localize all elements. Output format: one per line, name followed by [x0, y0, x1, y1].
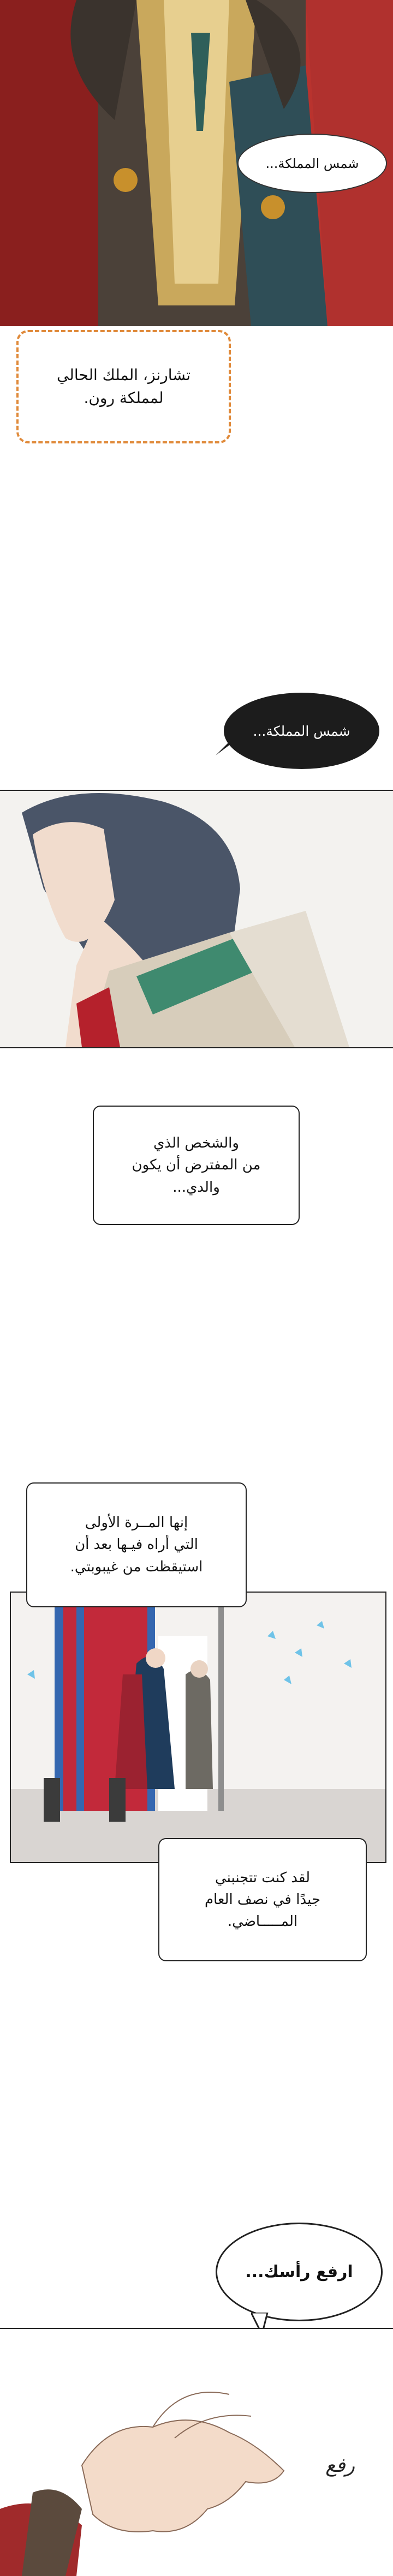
caption-box: [16, 330, 231, 443]
panel-king-portrait: [0, 0, 393, 326]
speech-bubble: [216, 2223, 383, 2321]
caption-line: تشارنز، الملك الحالي: [56, 366, 191, 384]
thought-bubble: [237, 134, 387, 193]
thought-bubble-text: شمس المملكة...: [265, 155, 359, 171]
narration-box: [93, 1106, 300, 1225]
narration-line: من المفترض أن يكون: [132, 1157, 261, 1174]
narration-line: لقد كنت تتجنبني: [215, 1869, 311, 1886]
narration-line: جيدًا في نصف العام: [204, 1891, 321, 1908]
panel-young-man-profile: [0, 790, 393, 1048]
narration-line: والشخص الذي: [153, 1135, 239, 1152]
caption-line: لمملكة رون.: [84, 389, 164, 407]
sound-effect: رفع: [325, 2454, 355, 2477]
narration-box: [26, 1482, 247, 1607]
narration-line: والدي...: [172, 1179, 220, 1196]
speech-bubble-text: ارفع رأسك...: [245, 2262, 353, 2281]
narration-box: [158, 1838, 367, 1961]
throne-room-illustration: [11, 1593, 385, 1862]
dark-bubble-text: شمس المملكة...: [253, 723, 350, 739]
narration-line: المـــــاضي.: [227, 1913, 298, 1930]
narration-line: التي أراه فيـها بعد أن: [75, 1536, 198, 1553]
dark-speech-bubble: [224, 693, 379, 769]
narration-line: إنها المــرة الأولى: [85, 1515, 188, 1532]
dark-bubble-tail: [216, 739, 237, 755]
raised-hand-illustration: [0, 2329, 393, 2576]
panel-throne-room: [10, 1592, 386, 1863]
panel-raised-hand: [0, 2328, 393, 2576]
narration-line: استيقظت من غيبوبتي.: [70, 1558, 203, 1575]
young-man-illustration: [0, 791, 393, 1047]
